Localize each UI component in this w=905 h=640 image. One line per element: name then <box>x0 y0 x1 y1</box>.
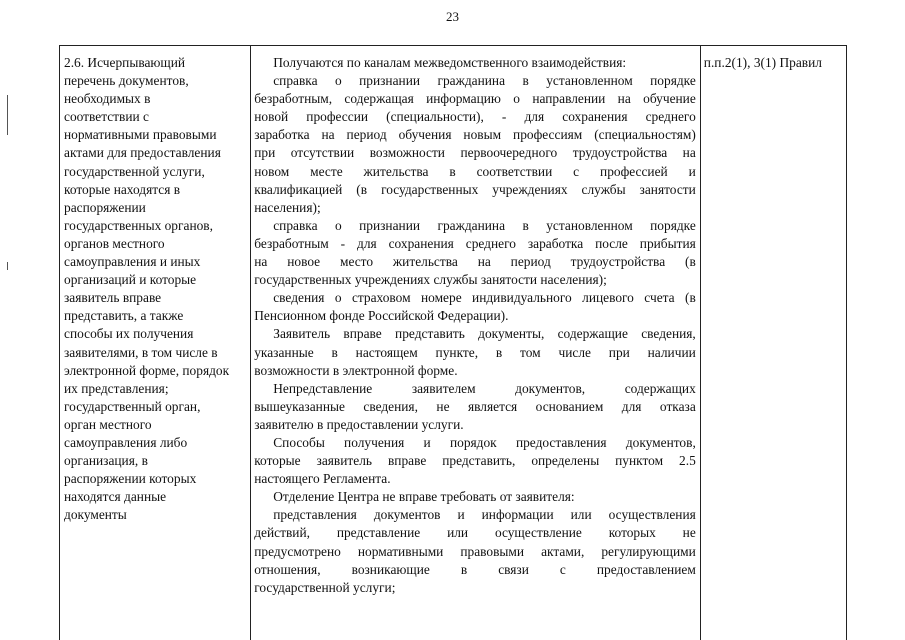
paragraph-line: Непредставление заявителем документов, содержащих <box>273 380 696 396</box>
paragraph-line: государственных учреждениях службы занятости населения); <box>254 272 607 288</box>
paragraph <box>254 72 696 217</box>
requirement-line: которые находятся в <box>64 181 181 197</box>
requirement-cell <box>60 46 251 640</box>
requirement-line: органов местного <box>64 235 165 251</box>
paragraph-line: сведения о страховом номере индивидуального лицевого счета (в <box>273 290 696 306</box>
scan-mark <box>7 262 8 270</box>
requirement-line: распоряжении <box>64 199 146 215</box>
regulation-table <box>59 45 847 640</box>
paragraph-line: безработным - для сохранения среднего заработка после прибытия <box>254 235 696 251</box>
requirement-line: заявителями, в том числе в <box>64 344 218 360</box>
content-cell <box>251 46 701 640</box>
requirement-line: самоуправления либо <box>64 434 188 450</box>
paragraph-line: указанные в настоящем пункте, в том числе при наличии <box>254 344 696 360</box>
paragraph-line: возможности в электронной форме. <box>254 362 458 378</box>
requirement-line: самоуправления и иных <box>64 254 201 270</box>
requirement-line: государственный орган, <box>64 398 201 414</box>
requirement-line: их представления; <box>64 380 169 396</box>
requirement-line: нормативными правовыми <box>64 127 217 143</box>
page-number: 23 <box>446 9 459 24</box>
requirement-line: находятся данные <box>64 489 167 505</box>
requirement-line: электронной форме, порядок <box>64 362 230 378</box>
paragraph-line: Отделение Центра не вправе требовать от заявителя: <box>273 489 575 505</box>
paragraph-line: новом месте жительства в соответствии с профессией и <box>254 163 696 179</box>
requirement-line: представить, а также <box>64 308 184 324</box>
paragraph-line: населения); <box>254 199 321 215</box>
paragraph-line: заявителю в предоставлении услуги. <box>254 416 464 432</box>
requirement-line: документы <box>64 507 127 523</box>
paragraph <box>254 54 696 72</box>
paragraph <box>254 289 696 325</box>
scan-mark <box>7 95 8 135</box>
paragraph-line: настоящего Регламента. <box>254 471 391 487</box>
requirement-line: орган местного <box>64 416 152 432</box>
paragraph-line: квалификацией (в государственных учреждениях службы занятости <box>254 181 696 197</box>
requirement-line: распоряжении которых <box>64 471 197 487</box>
paragraph <box>254 217 696 289</box>
paragraph-line: действий, представление или осуществление которых не <box>254 525 696 541</box>
content-text <box>251 46 700 597</box>
paragraph-line: вышеуказанные сведения, не является основанием для отказа <box>254 398 696 414</box>
paragraph-line: безработным, содержащая информацию о направлении на обучение <box>254 91 696 107</box>
requirement-line: заявитель вправе <box>64 290 162 306</box>
requirement-line: необходимых в <box>64 91 151 107</box>
requirement-line: 2.6. Исчерпывающий <box>64 55 186 70</box>
paragraph-line: справка о признании гражданина в установленном порядке <box>273 73 696 89</box>
paragraph <box>254 325 696 379</box>
paragraph-line: государственной услуги; <box>254 579 396 595</box>
legal-reference: п.п.2(1), 3(1) Правил <box>703 55 822 70</box>
paragraph-line: Получаются по каналам межведомственного взаимодействия: <box>273 55 627 70</box>
paragraph-line: представления документов и информации или осуществления <box>273 507 696 523</box>
reference-cell <box>700 46 846 640</box>
requirement-line: перечень документов, <box>64 73 189 89</box>
paragraph <box>254 380 696 434</box>
paragraph-line: Заявитель вправе представить документы, содержащие сведения, <box>273 326 696 342</box>
paragraph-line: отношения, возникающие в связи с предоставлением <box>254 561 696 577</box>
paragraph <box>254 506 696 596</box>
table-row <box>60 46 847 640</box>
paragraph-line: Пенсионном фонде Российской Федерации). <box>254 308 509 324</box>
requirement-line: соответствии с <box>64 109 149 125</box>
paragraph <box>254 488 696 506</box>
paragraph <box>254 434 696 488</box>
paragraph-line: на новое место жительства на период трудоустройства (в <box>254 254 696 270</box>
paragraph-line: справка о признании гражданина в установленном порядке <box>273 217 696 233</box>
paragraph-line: которые заявитель вправе представить, определены пунктом 2.5 <box>254 453 696 469</box>
requirement-text <box>60 46 250 524</box>
requirement-line: государственной услуги, <box>64 163 205 179</box>
paragraph-line: Способы получения и порядок предоставления документов, <box>273 434 696 450</box>
paragraph-line: новой профессии (специальности), - для сохранения среднего <box>254 109 696 125</box>
requirement-line: способы их получения <box>64 326 194 342</box>
requirement-line: организаций и которые <box>64 272 197 288</box>
paragraph-line: предусмотрено нормативными правовыми актами, регулирующими <box>254 543 696 559</box>
requirement-line: организация, в <box>64 453 148 469</box>
requirement-line: государственных органов, <box>64 217 213 233</box>
requirement-line: актами для предоставления <box>64 145 221 161</box>
paragraph-line: заработка на период обучения новым профессиям (специальностям) <box>254 127 696 143</box>
paragraph-line: при отсутствии возможности первоочередного трудоустройства на <box>254 145 696 161</box>
